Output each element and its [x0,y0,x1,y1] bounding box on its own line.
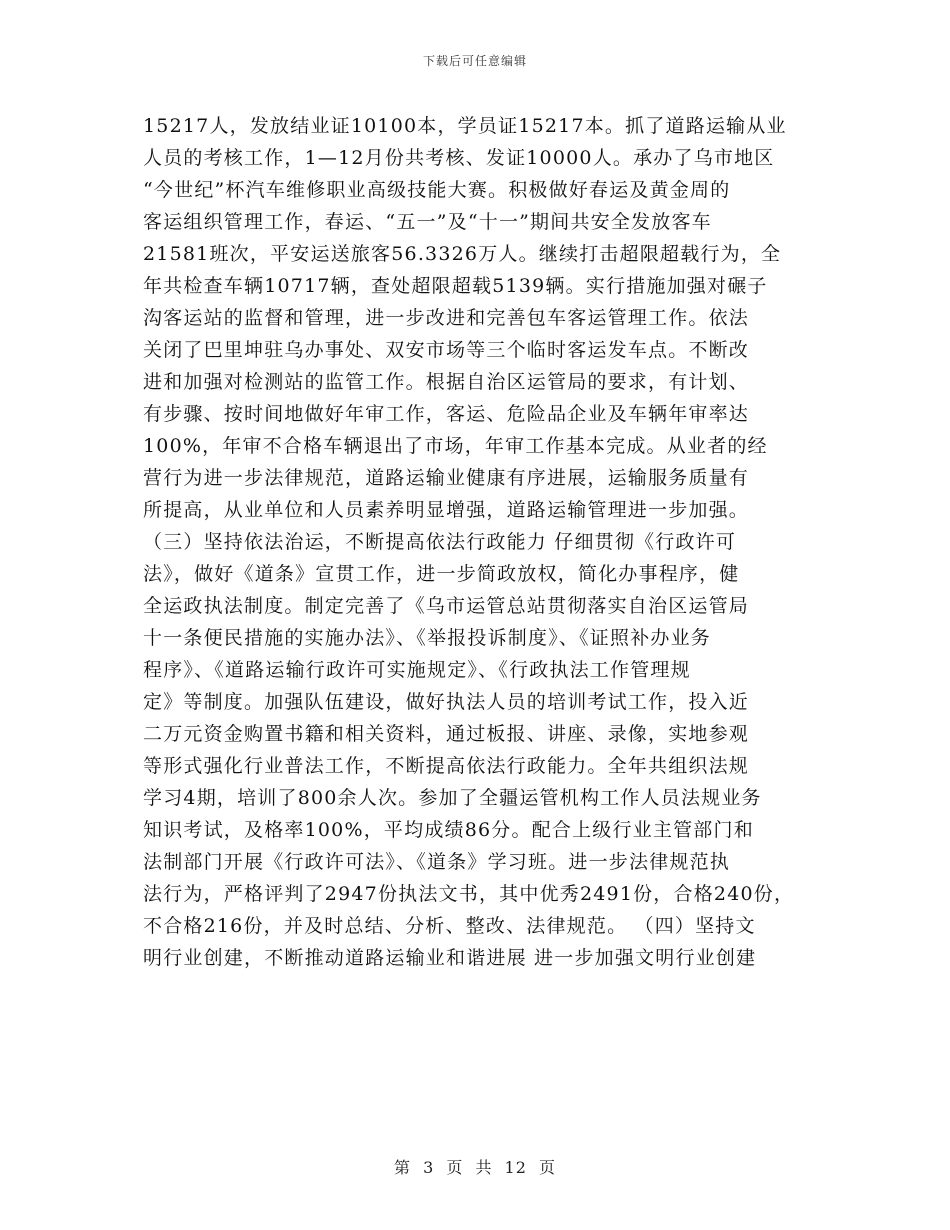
body-line: 进和加强对检测站的监管工作。根据自治区运管局的要求，有计划、 [143,371,750,393]
body-line: 定》等制度。加强队伍建设，做好执法人员的培训考试工作，投入近 [143,691,750,713]
body-line: 营行为进一步法律规范，道路运输业健康有序进展，运输服务质量有 [143,467,750,489]
body-line: 沟客运站的监督和管理，进一步改进和完善包车客运管理工作。依法 [143,307,750,329]
body-line: 明行业创建，不断推动道路运输业和谐进展 进一步加强文明行业创建 [143,947,757,969]
body-line: 所提高，从业单位和人员素养明显增强，道路运输管理进一步加强。 [143,499,750,521]
page-footer: 第 3 页 共 12 页 [394,1158,556,1177]
body-line: 学习4期，培训了800余人次。参加了全疆运管机构工作人员法规业务 [143,787,762,809]
body-line: 客运组织管理工作，春运、“五一”及“十一”期间共安全发放客车 [143,211,712,233]
body-line: 关闭了巴里坤驻乌办事处、双安市场等三个临时客运发车点。不断改 [143,339,750,361]
body-line: 法行为，严格评判了2947份执法文书，其中优秀2491份，合格240份， [143,883,795,905]
body-line: 年共检查车辆10717辆，查处超限超载5139辆。实行措施加强对碾子 [143,275,768,297]
body-line: （三）坚持依法治运，不断提高依法行政能力 仔细贯彻《行政许可 [143,531,737,553]
body-line: 人员的考核工作，1—12月份共考核、发证10000人。承办了乌市地区 [143,147,775,169]
body-line: 等形式强化行业普法工作，不断提高依法行政能力。全年共组织法规 [143,755,750,777]
body-line: 知识考试，及格率100%，平均成绩86分。配合上级行业主管部门和 [143,819,754,841]
body-line: 法制部门开展《行政许可法》、《道条》学习班。进一步法律规范执 [143,851,731,873]
body-line: 法》，做好《道条》宣贯工作，进一步简政放权，简化办事程序，健 [143,563,740,585]
body-line: 十一条便民措施的实施办法》、《举报投诉制度》、《证照补办业务 [143,627,712,649]
body-line: 全运政执法制度。制定完善了《乌市运管总站贯彻落实自治区运管局 [143,595,750,617]
page-header: 下载后可任意编辑 [422,54,527,68]
body-line: 15217人，发放结业证10100本，学员证15217本。抓了道路运输从业 [143,115,787,137]
body-line: 100%，年审不合格车辆退出了市场，年审工作基本完成。从业者的经 [143,435,768,457]
body-line: 21581班次，平安运送旅客56.3326万人。继续打击超限超载行为，全 [143,243,782,265]
body-line: 二万元资金购置书籍和相关资料，通过板报、讲座、录像，实地参观 [143,723,750,745]
body-line: “今世纪”杯汽车维修职业高级技能大赛。积极做好春运及黄金周的 [143,179,731,201]
body-line: 有步骤、按时间地做好年审工作，客运、危险品企业及车辆年审率达 [143,403,750,425]
document-body [143,110,823,974]
body-line: 不合格216份，并及时总结、分析、整改、法律规范。 （四）坚持文 [143,915,756,937]
body-line: 程序》、《道路运输行政许可实施规定》、《行政执法工作管理规 [143,659,691,681]
